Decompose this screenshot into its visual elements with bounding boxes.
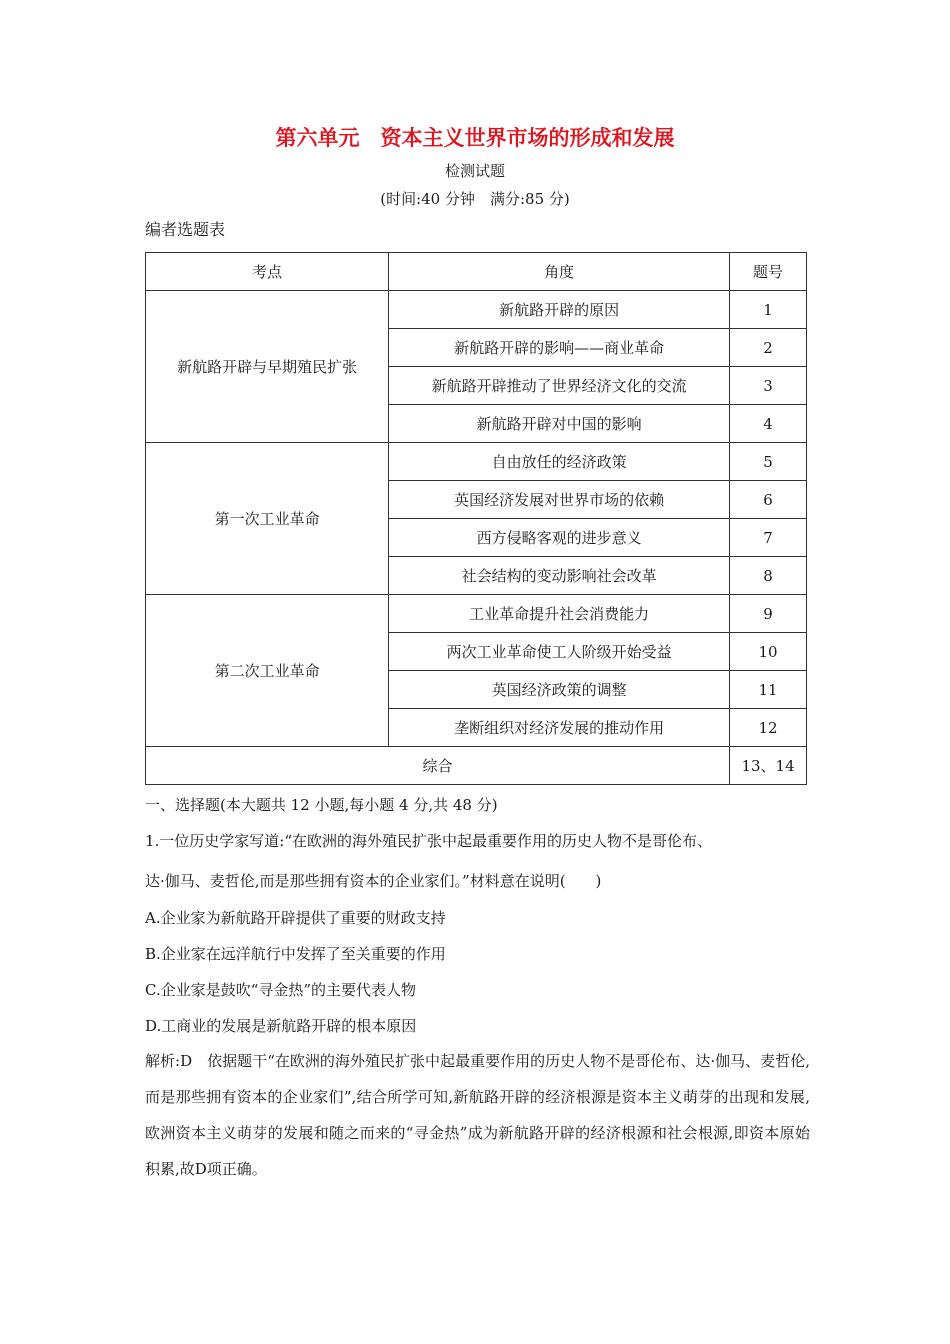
page-subtitle: 检测试题 [444,162,505,180]
angle-cell: 新航路开辟的原因 [389,291,730,329]
topic-table [145,252,807,785]
topic-cell: 第二次工业革命 [146,595,389,747]
number-cell: 8 [730,557,807,595]
table-row [146,291,807,329]
angle-cell: 新航路开辟的影响——商业革命 [389,329,730,367]
summary-number: 13、14 [730,747,807,785]
number-cell: 2 [730,329,807,367]
number-cell: 9 [730,595,807,633]
header-angle: 角度 [389,253,730,291]
analysis-paragraph: 解析:D 依据题干“在欧洲的海外殖民扩张中起最重要作用的历史人物不是哥伦布、达·伽马、麦哲伦,而是那些拥有资本的企业家们”,结合所学可知,新航路开辟的经济根源是资本主义萌芽的出现和发展,欧洲资本主义萌芽的发展和随之而来的“寻金热”成为新航路开辟的经济根源和社会根源,即资本原始积累,故D项正确。 [145,1052,810,1178]
table-row [146,443,807,481]
table-header-row [146,253,807,291]
option-b: B.企业家在远洋航行中发挥了至关重要的作用 [145,945,446,963]
angle-cell: 社会结构的变动影响社会改革 [389,557,730,595]
option-d: D.工商业的发展是新航路开辟的根本原因 [145,1017,417,1035]
header-number: 题号 [730,253,807,291]
exam-meta: (时间:40 分钟 满分:85 分) [380,190,570,208]
header-topic: 考点 [146,253,389,291]
number-cell: 11 [730,671,807,709]
number-cell: 5 [730,443,807,481]
number-cell: 12 [730,709,807,747]
topic-cell: 新航路开辟与早期殖民扩张 [146,291,389,443]
question-stem-line-1: 1.一位历史学家写道:“在欧洲的海外殖民扩张中起最重要作用的历史人物不是哥伦布、 [145,832,713,850]
section-heading: 一、选择题(本大题共 12 小题,每小题 4 分,共 48 分) [145,796,498,814]
number-cell: 3 [730,367,807,405]
angle-cell: 英国经济政策的调整 [389,671,730,709]
topic-cell: 第一次工业革命 [146,443,389,595]
angle-cell: 垄断组织对经济发展的推动作用 [389,709,730,747]
angle-cell: 英国经济发展对世界市场的依赖 [389,481,730,519]
number-cell: 6 [730,481,807,519]
number-cell: 1 [730,291,807,329]
number-cell: 4 [730,405,807,443]
table-summary-row [146,747,807,785]
option-c: C.企业家是鼓吹“寻金热”的主要代表人物 [145,981,417,999]
option-a: A.企业家为新航路开辟提供了重要的财政支持 [145,909,446,927]
angle-cell: 两次工业革命使工人阶级开始受益 [389,633,730,671]
summary-label: 综合 [146,747,730,785]
number-cell: 10 [730,633,807,671]
angle-cell: 西方侵略客观的进步意义 [389,519,730,557]
angle-cell: 工业革命提升社会消费能力 [389,595,730,633]
page-title: 第六单元 资本主义世界市场的形成和发展 [275,125,675,150]
angle-cell: 新航路开辟推动了世界经济文化的交流 [389,367,730,405]
table-row [146,595,807,633]
number-cell: 7 [730,519,807,557]
table-caption: 编者选题表 [145,220,226,239]
angle-cell: 自由放任的经济政策 [389,443,730,481]
angle-cell: 新航路开辟对中国的影响 [389,405,730,443]
question-stem-line-2: 达·伽马、麦哲伦,而是那些拥有资本的企业家们。”材料意在说明( ) [145,872,602,890]
